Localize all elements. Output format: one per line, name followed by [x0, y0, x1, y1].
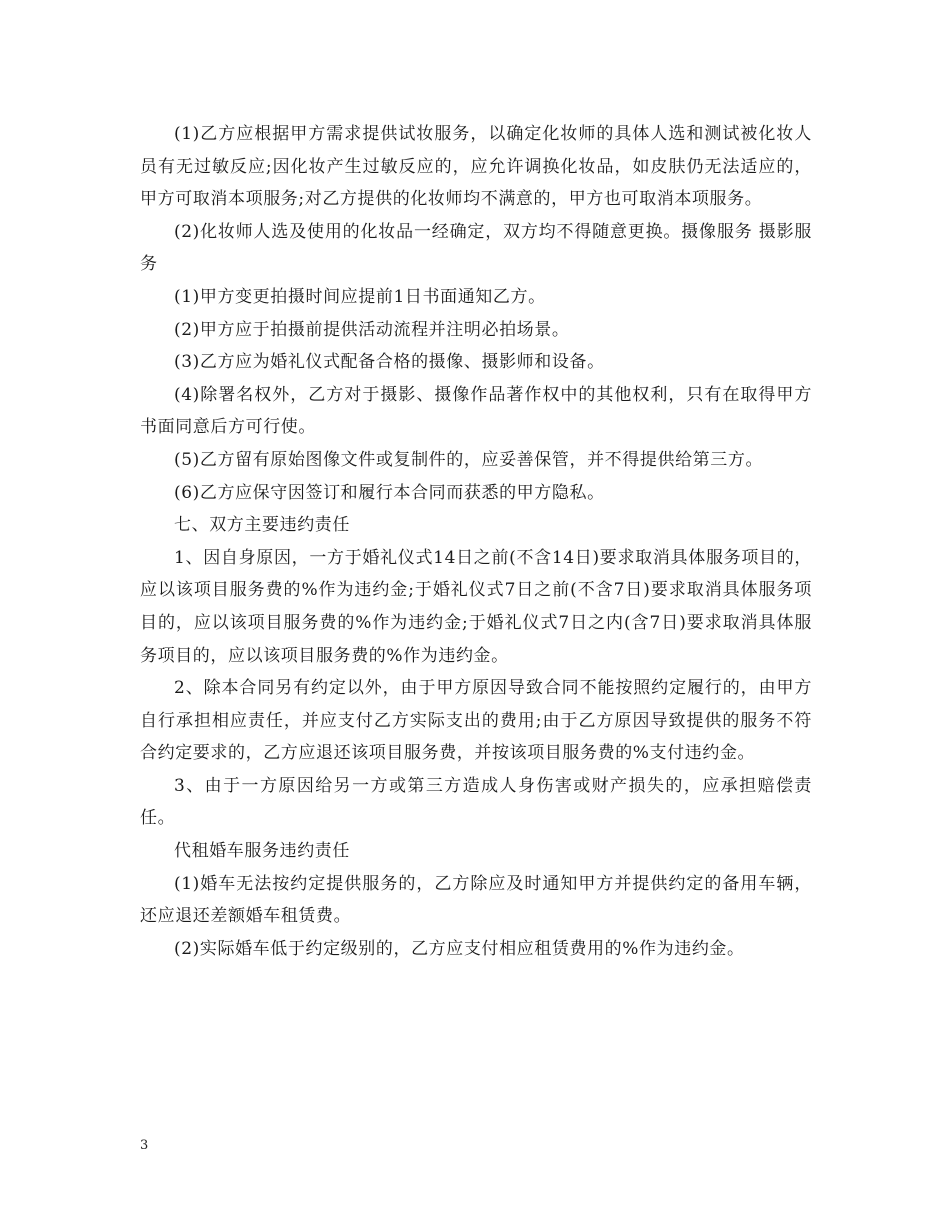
paragraph-injury: 3、由于一方原因给另一方或第三方造成人身伤害或财产损失的，应承担赔偿责任。 — [140, 775, 812, 829]
paragraph-car-unavailable: (1)婚车无法按约定提供服务的，乙方除应及时通知甲方并提供约定的备用车辆，还应退还差额婚车租赁费。 — [140, 873, 812, 927]
paragraph-original-files: (5)乙方留有原始图像文件或复制件的，应妥善保管，并不得提供给第三方。 — [174, 449, 764, 470]
section-heading-liability: 七、双方主要违约责任 — [174, 515, 350, 536]
paragraph-makeup-fixed: (2)化妆师人选及使用的化妆品一经确定，双方均不得随意更换。摄像服务 摄影服务 — [140, 221, 812, 275]
page-number: 3 — [140, 1138, 149, 1153]
paragraph-car-downgrade: (2)实际婚车低于约定级别的，乙方应支付相应租赁费用的%作为违约金。 — [174, 938, 745, 959]
paragraph-photo-schedule: (2)甲方应于拍摄前提供活动流程并注明必拍场景。 — [174, 319, 570, 340]
subheading-car-rental: 代租婚车服务违约责任 — [174, 841, 350, 862]
paragraph-makeup-trial: (1)乙方应根据甲方需求提供试妆服务，以确定化妆师的具体人选和测试被化妆人员有无过敏反应;因化妆产生过敏反应的，应允许调换化妆品，如皮肤仍无法适应的，甲方可取消本项服务;对乙方提供的化妆师均不满意的，甲方也可取消本项服务。 — [140, 124, 812, 210]
document-body — [140, 118, 812, 965]
paragraph-cancellation: 1、因自身原因，一方于婚礼仪式14日之前(不含14日)要求取消具体服务项目的，应以该项目服务费的%作为违约金;于婚礼仪式7日之前(不含7日)要求取消具体服务项目的，应以该项目服务费的%作为违约金;于婚礼仪式7日之内(含7日)要求取消具体服务项目的，应以该项目服务费的%作为违约金。 — [140, 547, 812, 666]
paragraph-breach: 2、除本合同另有约定以外，由于甲方原因导致合同不能按照约定履行的，由甲方自行承担相应责任，并应支付乙方实际支出的费用;由于乙方原因导致提供的服务不符合约定要求的，乙方应退还该项目服务费，并按该项目服务费的%支付违约金。 — [140, 678, 812, 764]
paragraph-photo-staff: (3)乙方应为婚礼仪式配备合格的摄像、摄影师和设备。 — [174, 352, 605, 373]
paragraph-photo-time-change: (1)甲方变更拍摄时间应提前1日书面通知乙方。 — [174, 286, 546, 307]
paragraph-copyright: (4)除署名权外，乙方对于摄影、摄像作品著作权中的其他权利，只有在取得甲方书面同意后方可行使。 — [140, 384, 812, 438]
paragraph-privacy: (6)乙方应保守因签订和履行本合同而获悉的甲方隐私。 — [174, 482, 605, 503]
